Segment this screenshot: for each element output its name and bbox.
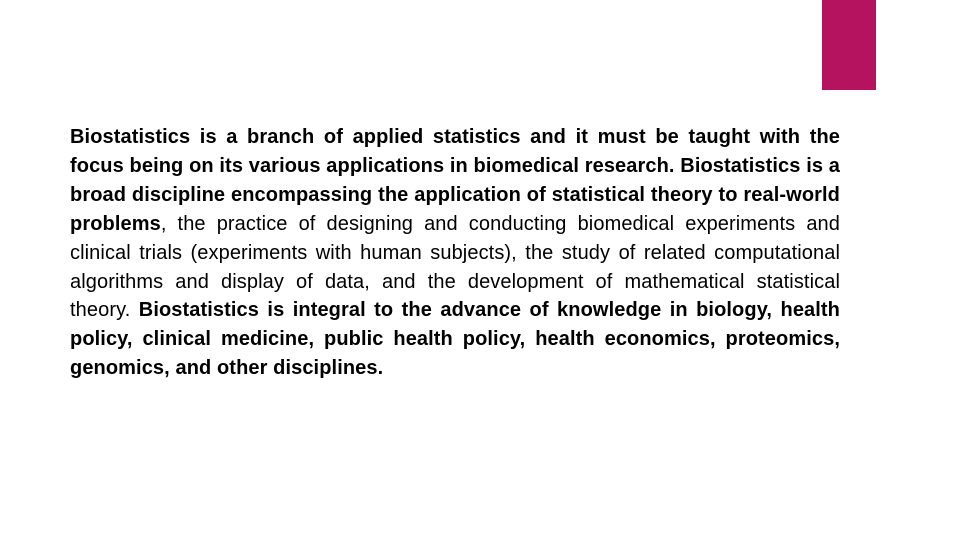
paragraph-bold-conclusion: Biostatistics is integral to the advance of knowledge in biology, health policy, clinical medicine, public health policy, health economics, proteomics, genomics, and other disciplines. [70,299,841,380]
accent-bar [822,0,876,90]
paragraph-bold-intro: Biostatistics is a branch of applied statistics and it must be taught with the focus being on its various applications in biomedical research. Biostatistics is a broad discipline encompassing the application of statistical theory to real-world problems [70,126,840,235]
body-paragraph [70,123,840,383]
paragraph-regular-middle: , the practice of designing and conducting biomedical experiments and clinical trials (experiments with human subjects), the study of related computational algorithms and display of data, and the development of mathematical statistical theory. [70,212,840,322]
